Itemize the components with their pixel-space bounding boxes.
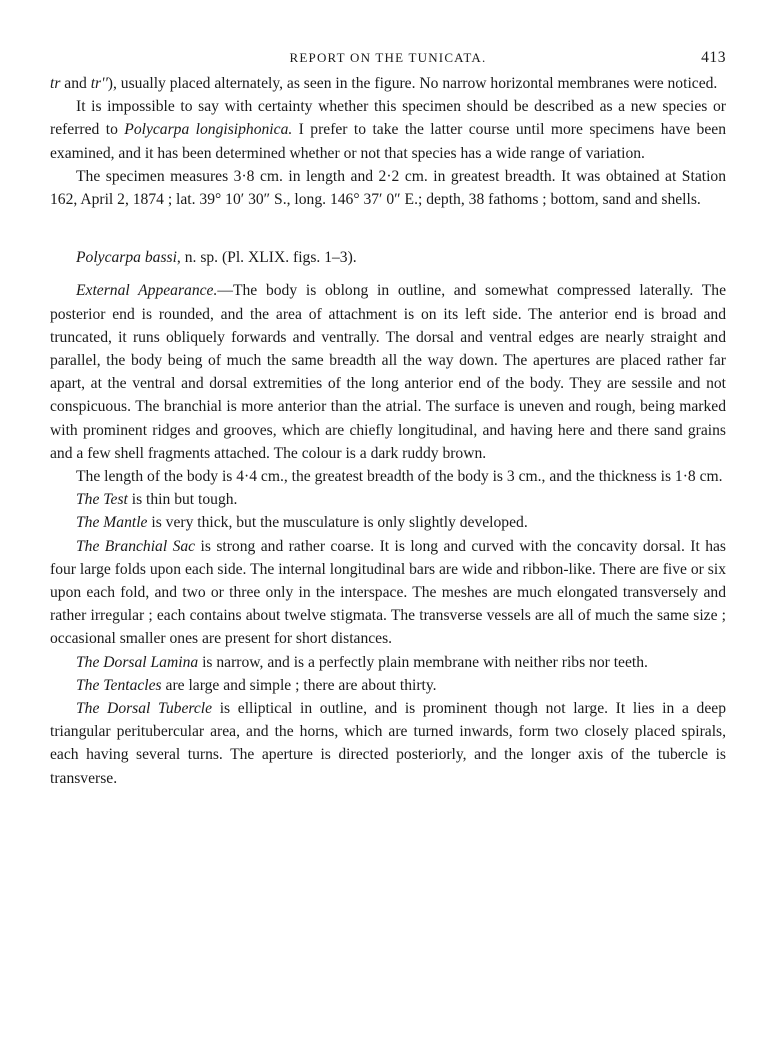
section-label: The Dorsal Lamina [76, 653, 199, 671]
paragraph-text: —The body is oblong in outline, and somewhat compressed laterally. The posterior end is rounded, and the area of attachment is on its left side. The anterior end is broad and truncated, it runs obliquely forwards and ventrally. The dorsal and ventral edges are nearly straight and parallel, the body being of much the same breadth all the way down. The apertures are placed rather far apart, at the ventral and dorsal extremities of the long anterior end of the body. They are sessile and not conspicuous. The branchial is more anterior than the atrial. The surface is uneven and rough, being marked with prominent ridges and grooves, which are chiefly longitudinal, and having here and there sand grains and a few shell fragments attached. The colour is a dark ruddy brown. [50, 282, 726, 462]
section-label: The Dorsal Tubercle [76, 700, 213, 718]
paragraph-species-discussion [50, 95, 726, 165]
page-number: 413 [701, 49, 726, 66]
paragraph-text: is narrow, and is a perfectly plain membrane with neither ribs nor teeth. [198, 653, 648, 671]
species-heading-name: Polycarpa bassi [76, 249, 177, 267]
section-label: The Mantle [76, 514, 148, 532]
paragraph-body-dimensions [50, 465, 726, 488]
paragraph-text: The length of the body is 4·4 cm., the greatest breadth of the body is 3 cm., and the thickness is 1·8 cm. [76, 468, 723, 486]
paragraph-external-appearance [50, 279, 726, 465]
paragraph-text: is thin but tough. [127, 491, 238, 509]
figure-label-tr-double: tr'' [90, 75, 108, 92]
paragraph-text: is elliptical in outline, and is prominent though not large. It lies in a deep triangular peritubercular area, and the horns, which are turned inwards, form two closely placed spirals, each having several turns. The aperture is directed posteriorly, and the longer axis of the tubercle is transverse. [50, 700, 726, 787]
paragraph-text: and [60, 75, 91, 92]
paragraph-text: are large and simple ; there are about thirty. [161, 676, 437, 694]
species-heading-text: , n. sp. (Pl. XLIX. figs. 1–3). [176, 249, 357, 267]
paragraph-text: is strong and rather coarse. It is long and curved with the concavity dorsal. It has four large folds upon each side. The internal longitudinal bars are wide and ribbon-like. There are five or six upon each fold, and two or three only in the interspace. The meshes are much elongated transversely and rather irregular ; each contains about twelve stigmata. The transverse vessels are all of much the same size ; occasional smaller ones are present for short distances. [50, 537, 726, 648]
paragraph-specimen-measurements [50, 165, 726, 211]
species-heading [50, 246, 726, 269]
section-label: External Appearance. [76, 282, 218, 300]
paragraph-tentacles [50, 674, 726, 697]
running-title: REPORT ON THE TUNICATA. [289, 50, 487, 65]
paragraph-text: ), usually placed alternately, as seen in the figure. No narrow horizontal membranes were noticed. [107, 75, 718, 92]
paragraph-dorsal-lamina [50, 651, 726, 674]
paragraph-text: It is impossible to say with certainty whether this specimen should be described as a new species or referred to [50, 98, 726, 139]
section-label: The Test [76, 491, 128, 509]
running-header [50, 44, 726, 72]
paragraph-continuation [50, 72, 726, 95]
paragraph-test [50, 488, 726, 511]
species-name: Polycarpa longisiphonica. [124, 121, 293, 139]
section-spacer [50, 211, 726, 234]
paragraph-text: is very thick, but the musculature is only slightly developed. [147, 514, 528, 532]
section-label: The Tentacles [76, 676, 162, 694]
paragraph-mantle [50, 511, 726, 534]
figure-label-tr: tr [50, 75, 61, 92]
paragraph-dorsal-tubercle [50, 697, 726, 790]
section-label: The Branchial Sac [76, 537, 196, 555]
paragraph-text: The specimen measures 3·8 cm. in length and 2·2 cm. in greatest breadth. It was obtained at Station 162, April 2, 1874 ; lat. 39° 10′ 30″ S., long. 146° 37′ 0″ E.; depth, 38 fathoms ; bottom, sand and shells. [50, 167, 726, 209]
paragraph-branchial-sac [50, 535, 726, 651]
paragraph-text: I prefer to take the latter course until more specimens have been examined, and it has been determined whether or not that species has a wide range of variation. [50, 121, 726, 162]
